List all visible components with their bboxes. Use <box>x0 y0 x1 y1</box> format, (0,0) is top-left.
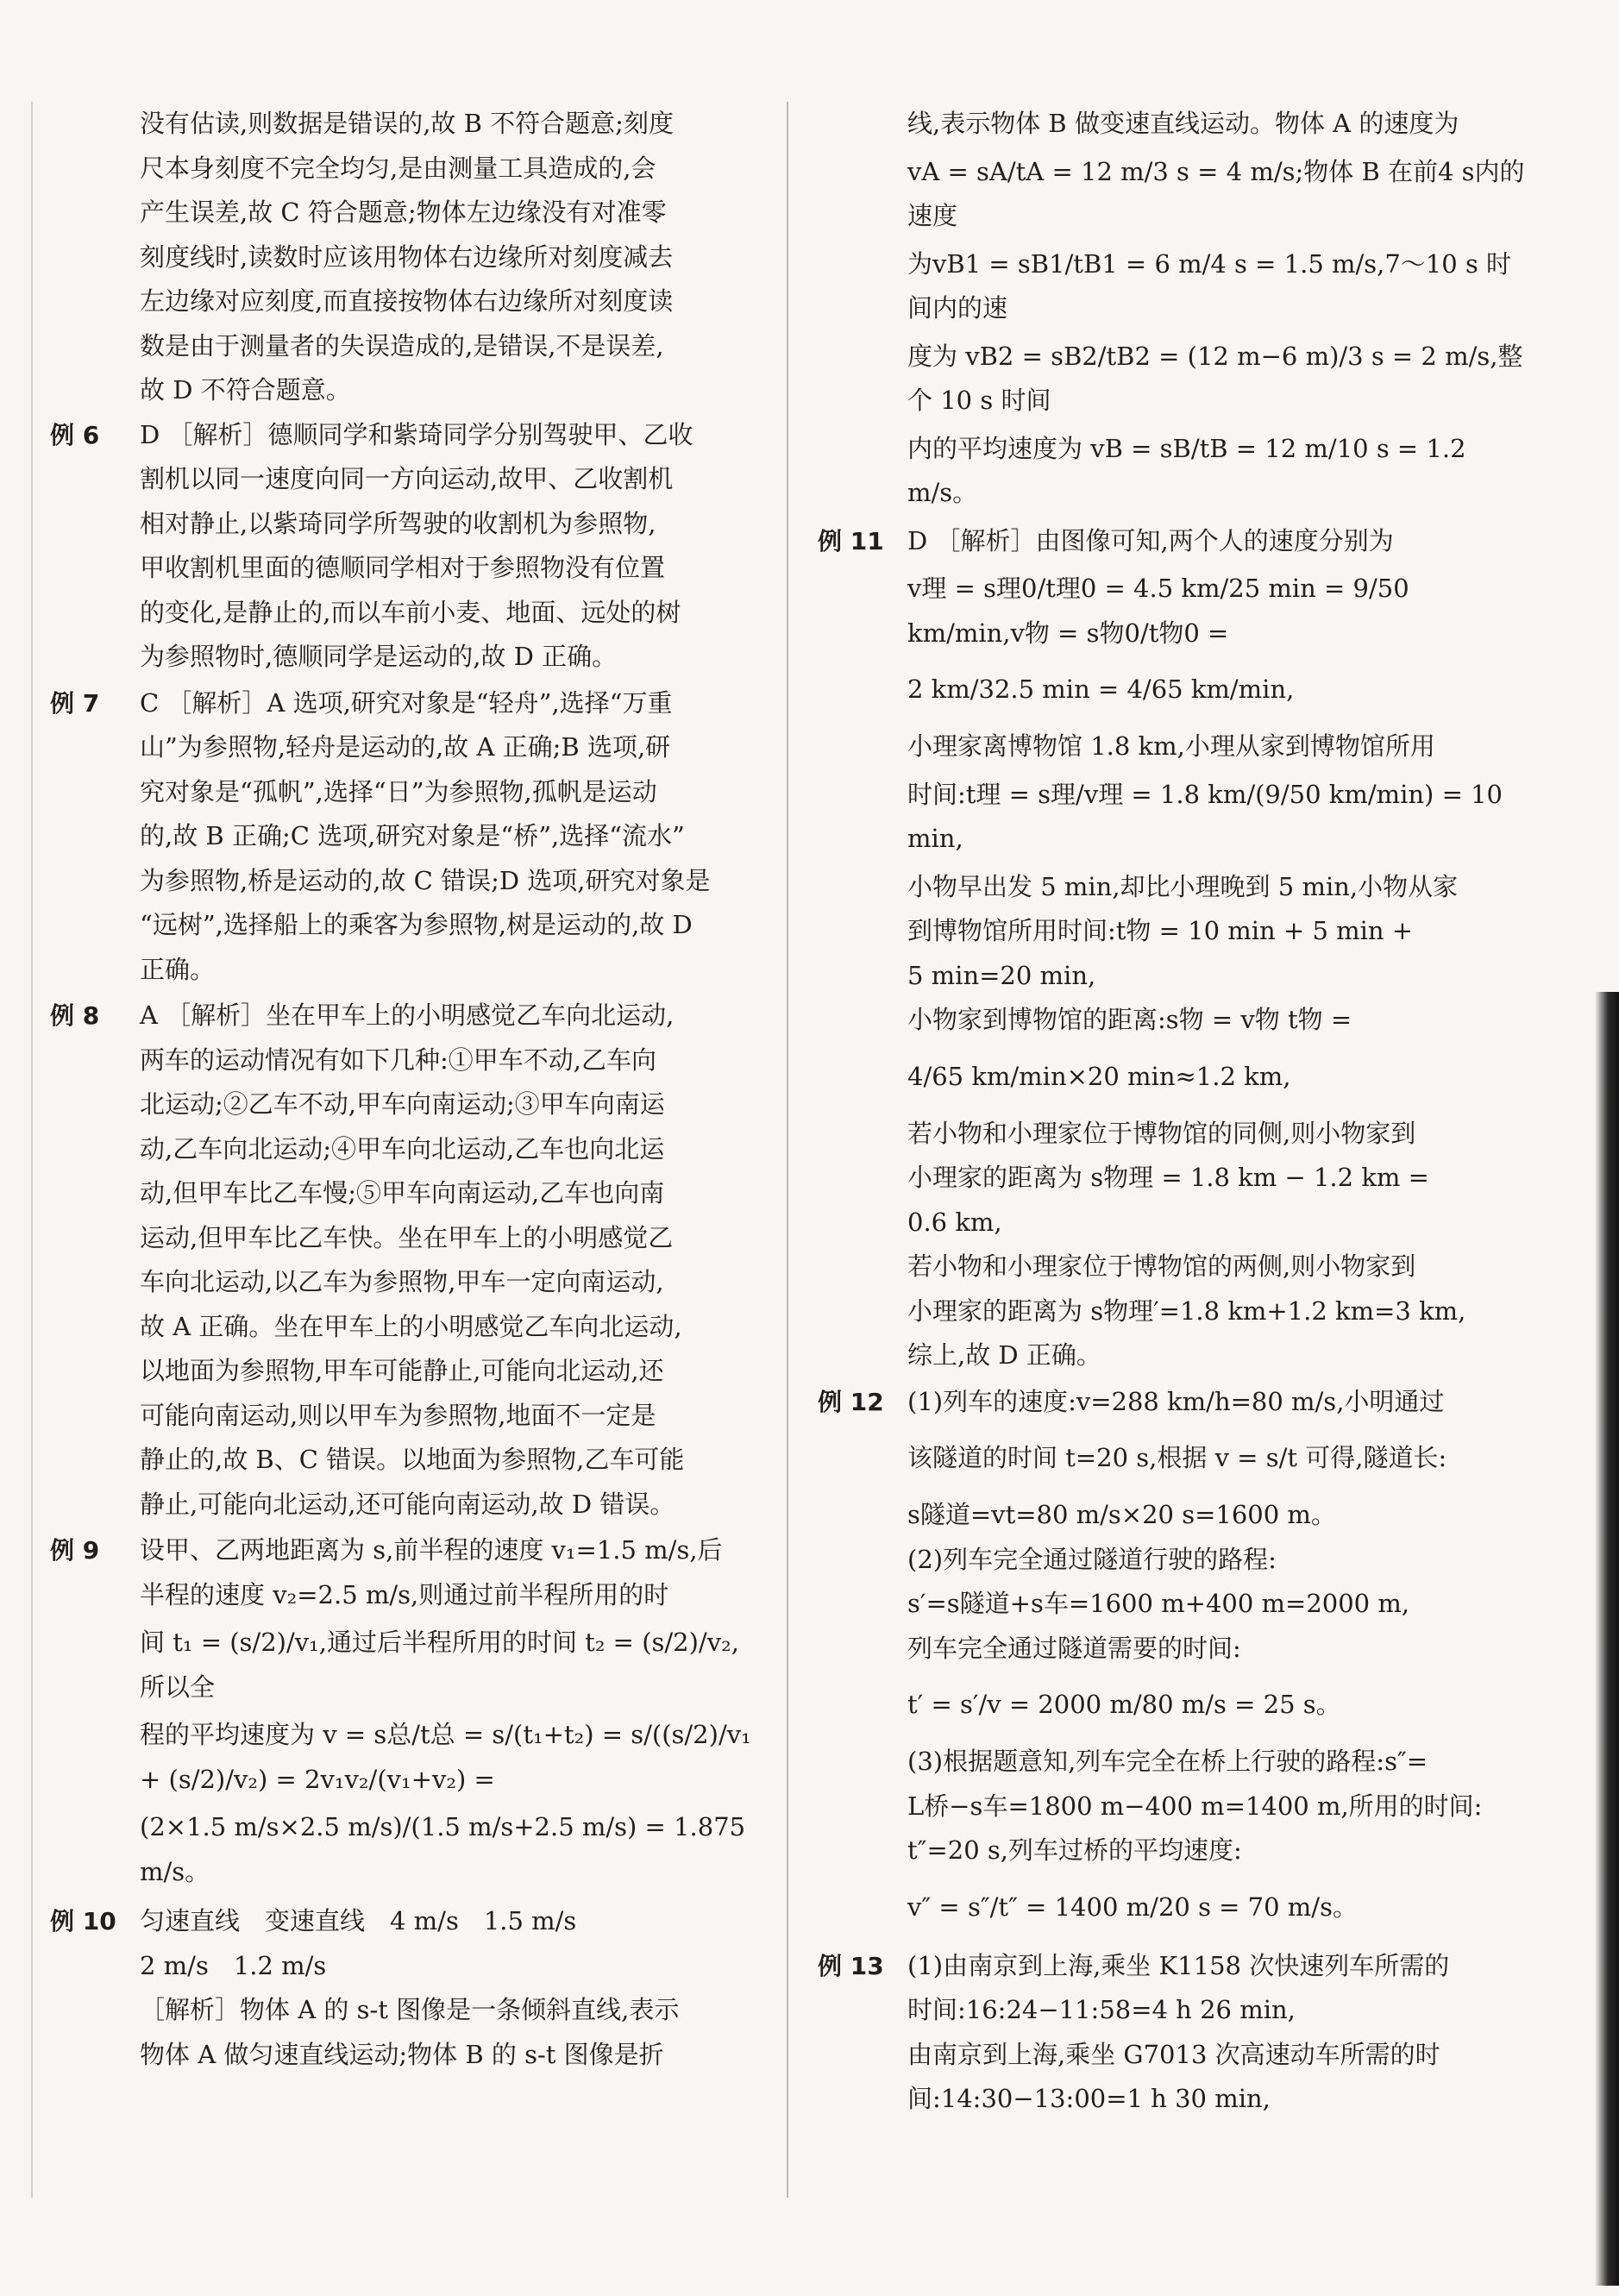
formula-line: v理 = s理0/t理0 = 4.5 km/25 min = 9/50 km/min,v物 = s物0/t物0 = <box>907 574 1409 648</box>
example-label: 例 12 <box>818 1387 884 1416</box>
text-line: 以地面为参照物,甲车可能静止,可能向北运动,还 <box>140 1356 664 1385</box>
example-label: 例 10 <box>50 1907 116 1935</box>
text-line: C ［解析］A 选项,研究对象是“轻舟”,选择“万重 <box>140 687 673 718</box>
right-column <box>818 102 1534 2123</box>
text-line: 半程的速度 v₂=2.5 m/s,则通过前半程所用的时 <box>140 1579 669 1609</box>
text-line: 山”为参照物,轻舟是运动的,故 A 正确;B 选项,研 <box>140 732 671 762</box>
text-line: 由南京到上海,乘坐 G7013 次高速动车所需的时 <box>907 2039 1440 2069</box>
formula-line: 时间:t理 = s理/v理 = 1.8 km/(9/50 km/min) = 10 min, <box>907 779 1503 853</box>
text-line: 没有估读,则数据是错误的,故 B 不符合题意;刻度 <box>140 109 674 138</box>
example-label: 例 8 <box>50 1001 100 1030</box>
text-line: 综上,故 D 正确。 <box>907 1340 1101 1370</box>
text-line: 左边缘对应刻度,而直接按物体右边缘所对刻度读 <box>140 286 674 316</box>
formula-line: vA = sA/tA = 12 m/3 s = 4 m/s;物体 B 在前4 s内的速度 <box>907 156 1525 230</box>
text-line: 究对象是“孤帆”,选择“日”为参照物,孤帆是运动 <box>140 776 657 806</box>
text-line: 运动,但甲车比乙车快。坐在甲车上的小明感觉乙 <box>140 1222 674 1252</box>
text-line: s′=s隧道+s车=1600 m+400 m=2000 m, <box>907 1589 1410 1618</box>
text-line: 小理家离博物馆 1.8 km,小理从家到博物馆所用 <box>907 731 1435 761</box>
formula-line: 4/65 km/min×20 min≈1.2 km, <box>907 1061 1291 1091</box>
text-line: (1)由南京到上海,乘坐 K1158 次快速列车所需的 <box>907 1950 1450 1980</box>
text-line: 两车的运动情况有如下几种:①甲车不动,乙车向 <box>140 1044 656 1075</box>
text-line: 0.6 km, <box>907 1207 1002 1237</box>
text-line: 静止的,故 B、C 错误。以地面为参照物,乙车可能 <box>140 1445 685 1474</box>
example-body <box>907 1380 1534 1942</box>
text-line: 若小物和小理家位于博物馆的同侧,则小物家到 <box>907 1118 1416 1148</box>
text-line: 产生误差,故 C 符合题意;物体左边缘没有对准零 <box>140 198 667 227</box>
text-line: ［解析］物体 A 的 s-t 图像是一条倾斜直线,表示 <box>140 1995 680 2024</box>
text-line: 时间:16:24−11:58=4 h 26 min, <box>907 1995 1296 2024</box>
example-body <box>907 519 1534 1378</box>
example-label: 例 11 <box>818 526 884 555</box>
example-10 <box>50 1899 759 2077</box>
text-line: 物体 A 做匀速直线运动;物体 B 的 s-t 图像是折 <box>140 2039 664 2069</box>
formula-line: (2×1.5 m/s×2.5 m/s)/(1.5 m/s+2.5 m/s) = 1.875 m/s。 <box>140 1812 746 1886</box>
text-line: 设甲、乙两地距离为 s,前半程的速度 v₁=1.5 m/s,后 <box>140 1535 723 1565</box>
text-line: 刻度线时,读数时应该用物体右边缘所对刻度减去 <box>140 242 674 272</box>
formula-line: 2 km/32.5 min = 4/65 km/min, <box>907 674 1295 705</box>
text-line: L桥−s车=1800 m−400 m=1400 m,所用的时间: <box>907 1791 1483 1821</box>
example-9 <box>50 1528 759 1898</box>
example-8 <box>50 994 759 1527</box>
text-line: 的变化,是静止的,而以车前小麦、地面、远处的树 <box>140 597 681 627</box>
text-line: 正确。 <box>140 954 216 984</box>
example-body <box>140 994 759 1527</box>
continuation-paragraph <box>50 102 759 413</box>
scan-edge-shadow <box>1595 992 1619 2286</box>
example-7 <box>50 681 759 993</box>
formula-line: v″ = s″/t″ = 1400 m/20 s = 70 m/s。 <box>907 1891 1358 1922</box>
example-label: 例 13 <box>818 1951 884 1980</box>
text-line: 小理家的距离为 s物理 = 1.8 km − 1.2 km = <box>907 1163 1429 1192</box>
text-line: 小物早出发 5 min,却比小理晚到 5 min,小物从家 <box>907 871 1459 901</box>
text-line: 的,故 B 正确;C 选项,研究对象是“桥”,选择“流水” <box>140 821 685 850</box>
text-line: (3)根据题意知,列车完全在桥上行驶的路程:s″= <box>907 1747 1428 1776</box>
text-line: 静止,可能向北运动,还可能向南运动,故 D 错误。 <box>140 1489 675 1519</box>
text-line: 到博物馆所用时间:t物 = 10 min + 5 min + <box>907 916 1414 945</box>
left-column <box>50 102 759 2079</box>
text-line: 为参照物时,德顺同学是运动的,故 D 正确。 <box>140 642 618 671</box>
text-line: 故 A 正确。坐在甲车上的小明感觉乙车向北运动, <box>140 1311 682 1341</box>
column-divider <box>787 102 788 2198</box>
formula-line: 内的平均速度为 vB = sB/tB = 12 m/10 s = 1.2 m/s。 <box>907 433 1466 507</box>
text-line: t″=20 s,列车过桥的平均速度: <box>907 1835 1242 1865</box>
example-12 <box>818 1380 1534 1942</box>
text-line: 5 min=20 min, <box>907 960 1096 990</box>
text-line: 数是由于测量者的失误造成的,是错误,不是误差, <box>140 330 664 361</box>
formula-line: 度为 vB2 = sB2/tB2 = (12 m−6 m)/3 s = 2 m/s,整个 10 s 时间 <box>907 341 1523 415</box>
example-body <box>140 1528 759 1898</box>
text-line: 故 D 不符合题意。 <box>140 375 351 405</box>
example-label: 例 6 <box>50 420 100 449</box>
example-11 <box>818 519 1534 1378</box>
text-line: 小物家到博物馆的距离:s物 = v物 t物 = <box>907 1005 1352 1034</box>
text-line: 动,但甲车比乙车慢;⑤甲车向南运动,乙车也向南 <box>140 1178 665 1208</box>
example-10-continuation <box>818 102 1534 516</box>
text-line: 小理家的距离为 s物理′=1.8 km+1.2 km=3 km, <box>907 1295 1466 1326</box>
text-line: 为参照物,桥是运动的,故 C 错误;D 选项,研究对象是 <box>140 865 711 895</box>
formula-line: 为vB1 = sB1/tB1 = 6 m/4 s = 1.5 m/s,7～10 s 时间内的速 <box>907 248 1512 323</box>
text-line: 动,乙车向北运动;④甲车向北运动,乙车也向北运 <box>140 1133 665 1164</box>
formula-line: 该隧道的时间 t=20 s,根据 v = s/t 可得,隧道长: <box>907 1443 1447 1473</box>
text-line: 甲收割机里面的德顺同学相对于参照物没有位置 <box>140 553 666 582</box>
example-body <box>907 1944 1534 2122</box>
example-body <box>140 413 759 680</box>
text-line: 线,表示物体 B 做变速直线运动。物体 A 的速度为 <box>907 109 1459 138</box>
example-6 <box>50 413 759 680</box>
formula-line: t′ = s′/v = 2000 m/80 m/s = 25 s。 <box>907 1690 1341 1720</box>
formula-line: 间 t₁ = (s/2)/v₁,通过后半程所用的时间 t₂ = (s/2)/v₂,所以全 <box>140 1628 739 1702</box>
text-line: A ［解析］坐在甲车上的小明感觉乙车向北运动, <box>140 1001 675 1030</box>
text-line: 割机以同一速度向同一方向运动,故甲、乙收割机 <box>140 464 674 493</box>
text-line: 可能向南运动,则以甲车为参照物,地面不一定是 <box>140 1400 656 1430</box>
text-line: 相对静止,以紫琦同学所驾驶的收割机为参照物, <box>140 508 656 538</box>
text-line: 北运动;②乙车不动,甲车向南运动;③甲车向南运 <box>140 1089 665 1119</box>
text-line: “远树”,选择船上的乘客为参照物,树是运动的,故 D <box>140 910 693 939</box>
text-line: (1)列车的速度:v=288 km/h=80 m/s,小明通过 <box>907 1386 1445 1416</box>
text-line: 间:14:30−13:00=1 h 30 min, <box>907 2084 1271 2113</box>
text-line: D ［解析］由图像可知,两个人的速度分别为 <box>907 525 1394 555</box>
answer-line: 匀速直线 变速直线 4 m/s 1.5 m/s <box>140 1906 577 1935</box>
text-line: 车向北运动,以乙车为参照物,甲车一定向南运动, <box>140 1267 664 1296</box>
text-line: D ［解析］德顺同学和紫琦同学分别驾驶甲、乙收 <box>140 419 693 449</box>
text-line: 列车完全通过隧道需要的时间: <box>907 1633 1241 1663</box>
text-line: (2)列车完全通过隧道行驶的路程: <box>907 1544 1277 1574</box>
text-line: 尺本身刻度不完全均匀,是由测量工具造成的,会 <box>140 153 656 183</box>
example-label: 例 9 <box>50 1536 100 1565</box>
formula-line: 程的平均速度为 v = s总/t总 = s/(t₁+t₂) = s/((s/2)/v₁ + (s/2)/v₂) = 2v₁v₂/(v₁+v₂) = <box>140 1720 751 1794</box>
answer-line: 2 m/s 1.2 m/s <box>140 1950 327 1980</box>
left-margin-rule <box>31 102 33 2198</box>
text-line: 若小物和小理家位于博物馆的两侧,则小物家到 <box>907 1252 1416 1281</box>
text-line: s隧道=vt=80 m/s×20 s=1600 m。 <box>907 1500 1336 1529</box>
example-body <box>140 1899 759 2077</box>
example-13 <box>818 1944 1534 2122</box>
example-body <box>140 681 759 993</box>
example-label: 例 7 <box>50 688 100 718</box>
